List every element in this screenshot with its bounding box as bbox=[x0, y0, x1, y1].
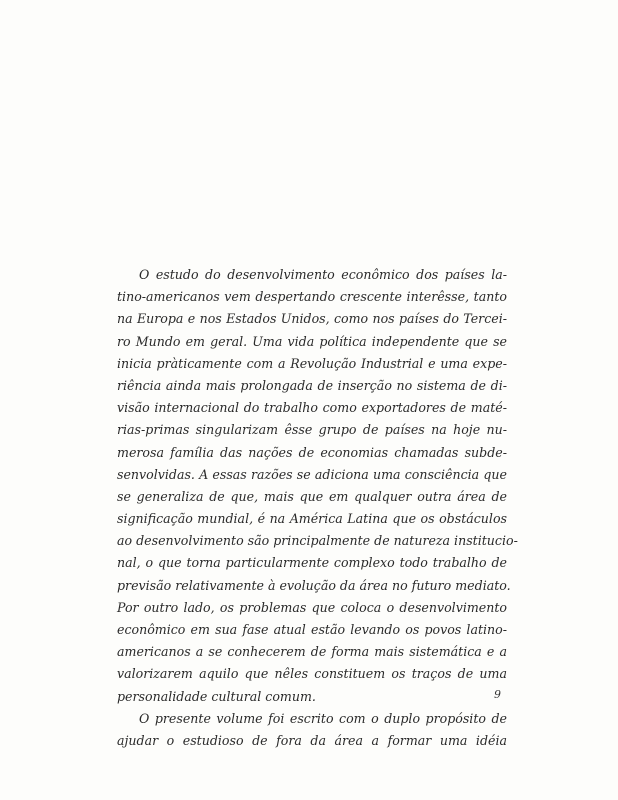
text-line: na Europa e nos Estados Unidos, como nos países do Tercei- bbox=[117, 311, 507, 327]
text-line: nal, o que torna particularmente complexo todo trabalho de bbox=[117, 555, 507, 571]
text-line: senvolvidas. A essas razões se adiciona uma consciência que bbox=[117, 466, 507, 482]
text-line: tino-americanos vem despertando crescente interêsse, tanto bbox=[117, 289, 507, 305]
paragraph-1 bbox=[117, 264, 518, 708]
text-line: valorizarem aquilo que nêles constituem os traços de uma bbox=[117, 666, 507, 682]
text-line: riência ainda mais prolongada de inserção no sistema de di- bbox=[117, 377, 507, 393]
text-line: inicia pràticamente com a Revolução Industrial e uma expe- bbox=[117, 355, 507, 371]
page-number: 9 bbox=[494, 688, 501, 701]
text-line: personalidade cultural comum. bbox=[117, 688, 316, 704]
text-line: se generaliza de que, mais que em qualquer outra área de bbox=[117, 488, 507, 504]
text-line: ajudar o estudioso de fora da área a formar uma idéia bbox=[117, 732, 507, 748]
text-line: rias-primas singularizam êsse grupo de países na hoje nu- bbox=[117, 422, 507, 438]
text-line: ro Mundo em geral. Uma vida política independente que se bbox=[117, 333, 507, 349]
text-line: americanos a se conhecerem de forma mais sistemática e a bbox=[117, 644, 507, 660]
text-line: O estudo do desenvolvimento econômico dos países la- bbox=[139, 267, 507, 282]
text-line: merosa família das nações de economias chamadas subde- bbox=[117, 444, 507, 460]
body-text bbox=[117, 264, 518, 752]
text-line: econômico em sua fase atual estão levando os povos latino- bbox=[117, 622, 507, 637]
text-line: previsão relativamente à evolução da área no futuro mediato. bbox=[117, 577, 511, 593]
text-line: O presente volume foi escrito com o duplo propósito de bbox=[139, 710, 507, 726]
text-line: significação mundial, é na América Latina que os obstáculos bbox=[117, 511, 507, 527]
paragraph-2 bbox=[117, 708, 507, 752]
text-line: ao desenvolvimento são principalmente de natureza institucio- bbox=[117, 533, 518, 549]
text-line: Por outro lado, os problemas que coloca o desenvolvimento bbox=[117, 599, 507, 615]
text-line: visão internacional do trabalho como exportadores de maté- bbox=[117, 400, 507, 416]
